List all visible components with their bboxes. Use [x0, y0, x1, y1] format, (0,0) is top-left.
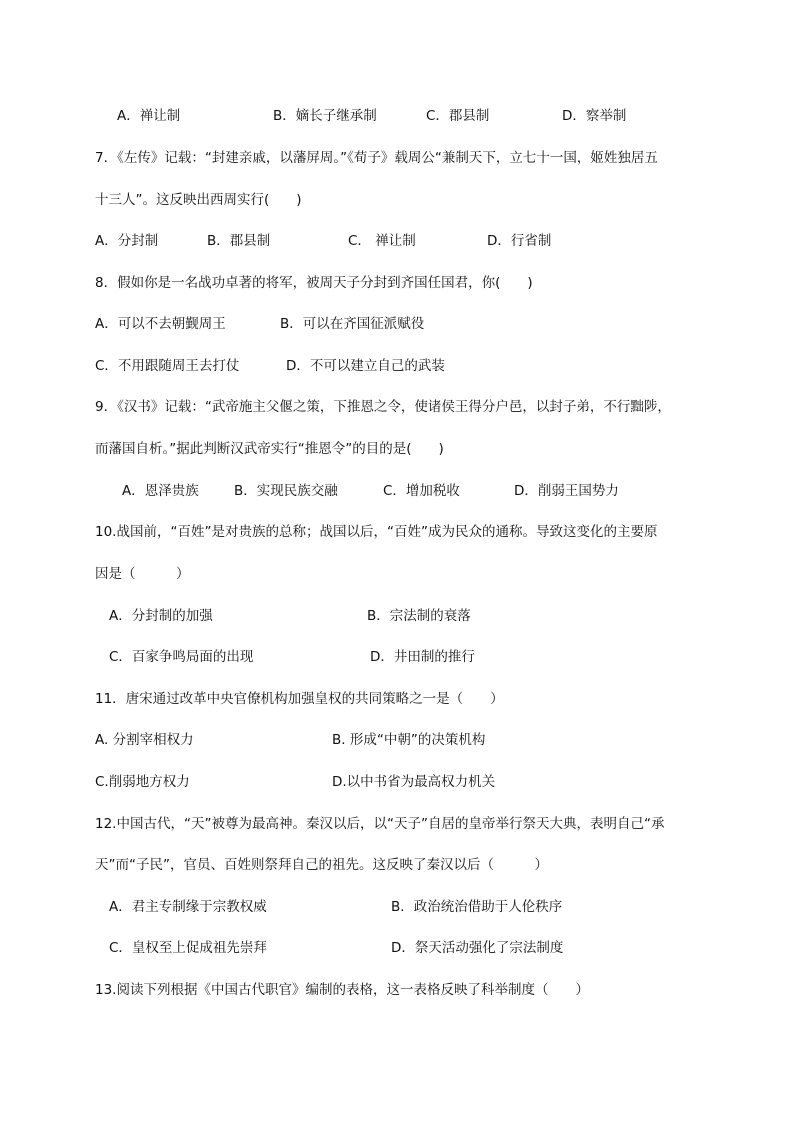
q12-option-a: A．君主专制缘于宗教权威	[109, 899, 267, 915]
q9-option-b: B．实现民族交融	[234, 483, 338, 499]
q7-stem-line1: 7．《左传》记载：“封建亲戚，以藩屏周。”《荀子》载周公“兼制天下，立七十一国，姬姓独居五	[95, 150, 658, 166]
q11-option-c: C.削弱地方权力	[95, 774, 190, 790]
q11-option-d: D.以中书省为最高权力机关	[332, 774, 496, 790]
q12-stem-line2: 天”而“子民”，官员、百姓则祭拜自己的祖先。这反映了秦汉以后（ ）	[95, 857, 548, 873]
q10-option-a: A．分封制的加强	[109, 608, 213, 624]
q12-option-d: D．祭天活动强化了宗法制度	[391, 940, 564, 956]
q9-stem-line2: 而藩国自析。”据此判断汉武帝实行“推恩令”的目的是( )	[95, 441, 444, 457]
q12-option-b: B．政治统治借助于人伦秩序	[391, 899, 563, 915]
q7-option-a: A．分封制	[95, 233, 159, 249]
q8-option-d: D．不可以建立自己的武装	[286, 358, 445, 374]
q11-option-a: A. 分割宰相权力	[95, 732, 194, 748]
q8-option-a: A．可以不去朝觐周王	[95, 316, 226, 332]
q11-stem: 11．唐宋通过改革中央官僚机构加强皇权的共同策略之一是（ ）	[95, 691, 504, 707]
q11-option-b: B. 形成“中朝”的决策机构	[332, 732, 486, 748]
q7-option-c: C． 禅让制	[348, 233, 416, 249]
q10-option-b: B．宗法制的衰落	[367, 608, 471, 624]
q10-option-c: C．百家争鸣局面的出现	[109, 649, 254, 665]
q8-option-c: C．不用跟随周王去打仗	[95, 358, 240, 374]
q9-stem-line1: 9．《汉书》记载：“武帝施主父偃之策，下推恩之令，使诸侯王得分户邑，以封子弟，不行黜陟，	[95, 399, 671, 415]
q8-stem: 8．假如你是一名战功卓著的将军，被周天子分封到齐国任国君，你( )	[95, 275, 533, 291]
q6-option-a: A．禅让制	[117, 108, 181, 124]
q6-option-c: C．郡县制	[426, 108, 490, 124]
q10-option-d: D．井田制的推行	[370, 649, 475, 665]
q12-stem-line1: 12.中国古代，“天”被尊为最高神。秦汉以后，以“天子”自居的皇帝举行祭天大典，表明自己“承	[95, 816, 665, 832]
q10-stem-line2: 因是（ ）	[95, 566, 190, 582]
q7-option-b: B．郡县制	[207, 233, 271, 249]
q7-option-d: D．行省制	[487, 233, 552, 249]
q12-option-c: C．皇权至上促成祖先崇拜	[109, 940, 267, 956]
q7-stem-line2: 十三人”。这反映出西周实行( )	[95, 192, 302, 208]
q6-option-d: D．察举制	[562, 108, 627, 124]
q9-option-a: A．恩泽贵族	[122, 483, 199, 499]
q9-option-c: C．增加税收	[383, 483, 460, 499]
q8-option-b: B．可以在齐国征派赋役	[280, 316, 425, 332]
q10-stem-line1: 10.战国前，“百姓”是对贵族的总称；战国以后，“百姓”成为民众的通称。导致这变化的主要原	[95, 524, 658, 540]
q6-option-b: B．嫡长子继承制	[273, 108, 377, 124]
q13-stem: 13.阅读下列根据《中国古代职官》编制的表格，这一表格反映了科举制度（ ）	[95, 982, 589, 998]
q9-option-d: D．削弱王国势力	[514, 483, 619, 499]
